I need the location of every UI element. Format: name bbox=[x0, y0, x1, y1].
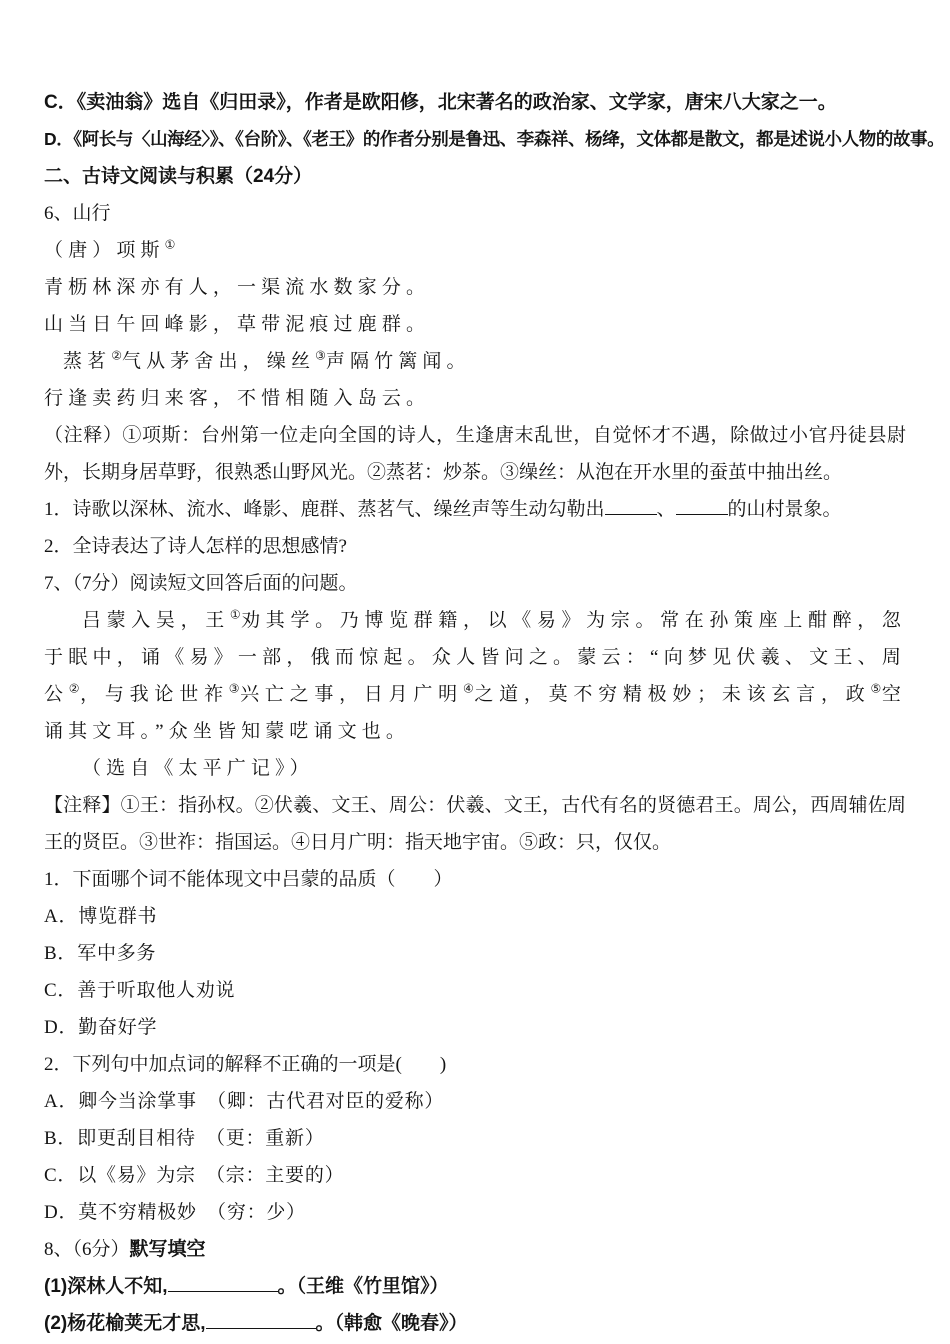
passage-part-0: 吕蒙入吴，王 bbox=[82, 610, 230, 631]
poem-notes: （注释）①项斯：台州第一位走向全国的诗人，生逢唐末乱世，自觉怀才不遇，除做过小官丹徒县尉外，长期身居草野，很熟悉山野风光。②蒸茗：炒茶。③缲丝：从泡在开水里的蚕茧中抽出丝。 bbox=[44, 425, 906, 483]
literature-option-c: C．《卖油翁》选自《归田录》，作者是欧阳修，北宋著名的政治家、文学家，唐宋八大家之一。 bbox=[44, 92, 837, 113]
footnote-ref-guangming: ④ bbox=[462, 681, 475, 696]
poem-line-3-part-b: 气从茅舍出，缲丝 bbox=[122, 351, 316, 372]
footnote-ref-zhougong: ② bbox=[68, 681, 81, 696]
q6-q1-text-pre: 1．诗歌以深林、流水、峰影、鹿群、蒸茗气、缲丝声等生动勾勒出 bbox=[44, 499, 605, 520]
q8-item2-text: (2)杨花榆荚无才思, bbox=[44, 1313, 206, 1334]
q6-q1-text-post: 的山村景象。 bbox=[727, 499, 842, 520]
passage-part-5: 空诵其文耳。”众坐皆知蒙呓诵文也。 bbox=[44, 684, 906, 742]
q8-item-2 bbox=[44, 1305, 906, 1342]
footnote-ref-wang: ① bbox=[229, 607, 242, 622]
section-heading: 二、古诗文阅读与积累（24分） bbox=[44, 166, 313, 187]
q8-item-1 bbox=[44, 1268, 906, 1305]
poem-author: （唐）项斯 bbox=[44, 240, 165, 261]
q6-label: 6、山行 bbox=[44, 203, 111, 224]
passage-part-2: ，与我论世祚 bbox=[80, 684, 229, 705]
q7-question-1: 1．下面哪个词不能体现文中吕蒙的品质（ ） bbox=[44, 869, 453, 890]
q7-q1-option-d: D．勤奋好学 bbox=[44, 1017, 158, 1038]
q7-q1-option-b: B．军中多务 bbox=[44, 943, 157, 964]
q8-item2-source: 。（韩愈《晚春》） bbox=[315, 1313, 468, 1334]
q8-title: 默写填空 bbox=[129, 1239, 206, 1260]
poem-author-line bbox=[44, 232, 906, 269]
q7-source: （选自《太平广记》） bbox=[82, 758, 314, 779]
q7-q2-option-a: A．卿今当涂掌事 （卿：古代君对臣的爱称） bbox=[44, 1091, 445, 1112]
q8-label bbox=[44, 1231, 906, 1268]
poem-line-2: 山当日午回峰影，草带泥痕过鹿群。 bbox=[44, 314, 431, 335]
poem-line-3 bbox=[44, 343, 906, 380]
poem-line-3-part-c: 声隔竹篱闻。 bbox=[325, 351, 471, 372]
q8-item1-text: (1)深林人不知, bbox=[44, 1276, 168, 1297]
q7-label: 7、（7分）阅读短文回答后面的问题。 bbox=[44, 573, 358, 594]
q6-question-1 bbox=[44, 491, 906, 528]
footnote-ref-1: ① bbox=[164, 237, 176, 252]
footnote-ref-3: ③ bbox=[315, 348, 326, 363]
q7-q1-option-a: A．博览群书 bbox=[44, 906, 158, 927]
passage-part-4: 之道，莫不穷精极妙；未该玄言，政 bbox=[474, 684, 871, 705]
q7-q2-option-b: B．即更刮目相待 （更：重新） bbox=[44, 1128, 325, 1149]
q7-passage bbox=[44, 602, 906, 750]
passage-part-3: 兴亡之事，日月广明 bbox=[240, 684, 463, 705]
q7-q2-option-c: C．以《易》为宗 （宗：主要的） bbox=[44, 1165, 345, 1186]
q7-notes: 【注释】①王：指孙权。②伏羲、文王、周公：伏羲、文王，古代有名的贤德君王。周公，西周辅佐周王的贤臣。③世祚：指国运。④日月广明：指天地宇宙。⑤政：只，仅仅。 bbox=[44, 795, 906, 853]
q8-number: 8、（6分） bbox=[44, 1239, 130, 1260]
poem-line-4: 行逢卖药归来客，不惜相随入岛云。 bbox=[44, 388, 431, 409]
answer-blank bbox=[206, 1310, 316, 1329]
poem-line-1: 青枥林深亦有人，一渠流水数家分。 bbox=[44, 277, 431, 298]
poem-line-3-part-a: 蒸茗 bbox=[63, 351, 112, 372]
answer-blank bbox=[676, 496, 728, 515]
footnote-ref-2: ② bbox=[111, 348, 123, 363]
q7-q1-option-c: C．善于听取他人劝说 bbox=[44, 980, 236, 1001]
q7-question-2: 2．下列句中加点词的解释不正确的一项是( ) bbox=[44, 1054, 447, 1075]
footnote-ref-zheng: ⑤ bbox=[870, 681, 882, 696]
q6-q1-separator: 、 bbox=[656, 499, 676, 520]
footnote-ref-shizuo: ③ bbox=[228, 681, 241, 696]
q7-q2-option-d: D．莫不穷精极妙 （穷：少） bbox=[44, 1202, 306, 1223]
answer-blank bbox=[168, 1273, 278, 1292]
q6-question-2: 2．全诗表达了诗人怎样的思想感情? bbox=[44, 536, 347, 557]
literature-option-d: D．《阿长与〈山海经〉》、《台阶》、《老王》的作者分别是鲁迅、李森祥、杨绛，文体都是散文，都是述说小人物的故事。 bbox=[44, 129, 945, 149]
answer-blank bbox=[605, 496, 657, 515]
q8-item1-source: 。（王维《竹里馆》） bbox=[277, 1276, 449, 1297]
passage-part-1: 劝其学。乃博览群籍，以《易》为宗。常在孙策座上酣醉，忽于眠中，诵《易》一部，俄而惊起。众人皆问之。蒙云：“向梦见伏羲、文王、周公 bbox=[44, 610, 907, 705]
